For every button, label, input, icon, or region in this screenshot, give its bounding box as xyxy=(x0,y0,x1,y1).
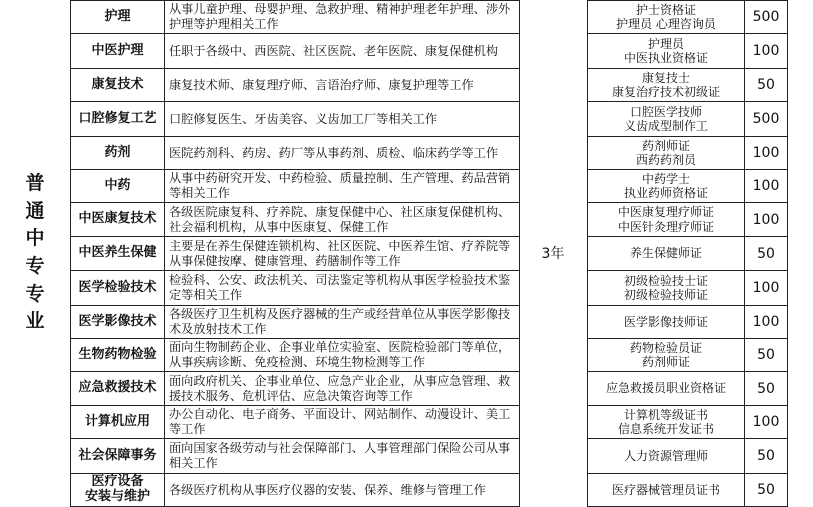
job-description: 从事儿童护理、母婴护理、急救护理、精神护理老年护理、涉外护理等护理相关工作 xyxy=(169,2,511,31)
job-description: 各级医疗卫生机构及医疗器械的生产或经营单位从事医学影像技术及放射技术工作 xyxy=(169,307,511,336)
major-name: 口腔修复工艺 xyxy=(78,110,157,126)
enrollment-count: 500 xyxy=(752,9,780,25)
enrollment-count: 100 xyxy=(752,43,780,59)
major-name: 护理 xyxy=(104,8,131,24)
major-name: 中医康复技术 xyxy=(78,211,157,227)
job-description: 办公自动化、电子商务、平面设计、网站制作、动漫设计、美工等工作 xyxy=(169,407,511,436)
job-description: 各级医疗机构从事医疗仪器的安装、保养、维修与管理工作 xyxy=(169,482,486,497)
certificate-list: 计算机等级证书 信息系统开发证书 xyxy=(617,407,714,436)
enrollment-count: 50 xyxy=(757,482,775,498)
major-name: 应急救援技术 xyxy=(78,380,157,396)
enrollment-count: 100 xyxy=(752,178,780,194)
certificate-list: 药物检验员证 药剂师证 xyxy=(629,340,702,369)
enrollment-count: 100 xyxy=(752,280,780,296)
duration-label: 3年 xyxy=(541,246,565,262)
major-name: 计算机应用 xyxy=(84,413,150,429)
certificate-list: 中医康复理疗师证 中医针灸理疗师证 xyxy=(617,205,714,234)
job-description: 面向生物制药企业、企事业单位实验室、医院检验部门等单位，从事疾病诊断、免疫检测、环境生物检测等工作 xyxy=(169,340,511,369)
major-name: 中医养生保健 xyxy=(78,245,157,261)
job-description: 从事中药研究开发、中药检验、质量控制、生产管理、药品营销等相关工作 xyxy=(169,171,511,200)
job-description: 面向国家各级劳动与社会保障部门、人事管理部门保险公司从事相关工作 xyxy=(169,441,511,470)
enrollment-count: 500 xyxy=(752,111,780,127)
job-description: 任职于各级中、西医院、社区医院、老年医院、康复保健机构 xyxy=(169,43,499,58)
enrollment-count: 50 xyxy=(757,347,775,363)
duration-cell xyxy=(519,0,587,506)
major-name: 药剂 xyxy=(104,144,131,160)
certificate-list: 药剂师证 西药药剂员 xyxy=(635,138,696,167)
major-name: 医疗设备 安装与维护 xyxy=(84,474,150,504)
certificate-list: 护理员 中医执业资格证 xyxy=(623,36,708,65)
certificate-list: 康复技士 康复治疗技术初级证 xyxy=(611,70,720,99)
column-divider xyxy=(787,0,788,506)
major-name: 中医护理 xyxy=(91,42,144,58)
enrollment-count: 50 xyxy=(757,245,775,262)
major-name: 社会保障事务 xyxy=(78,447,157,463)
enrollment-count: 100 xyxy=(752,314,780,330)
enrollment-count: 50 xyxy=(757,380,775,397)
column-divider xyxy=(519,0,520,506)
enrollment-count: 100 xyxy=(752,211,780,228)
job-description: 主要是在养生保健连锁机构、社区医院、中医养生馆、疗养院等从事保健按摩、健康管理、药膳制作等工作 xyxy=(169,238,511,268)
major-name: 中药 xyxy=(104,177,131,193)
certificate-list: 初级检验技士证 初级检验技师证 xyxy=(623,273,708,302)
major-name: 生物药物检验 xyxy=(78,346,157,362)
job-description: 医院药剂科、药房、药厂等从事药剂、质检、临床药学等工作 xyxy=(169,145,499,160)
certificate-list: 医疗器械管理员证书 xyxy=(611,482,720,497)
certificate-list: 护士资格证 护理员 心理咨询员 xyxy=(616,2,716,31)
enrollment-count: 100 xyxy=(752,145,780,161)
major-name: 康复技术 xyxy=(91,76,144,92)
certificate-list: 医学影像技师证 xyxy=(623,314,708,329)
certificate-list: 中药学士 执业药师资格证 xyxy=(623,171,708,200)
job-description: 各级医院康复科、疗养院、康复保健中心、社区康复保健机构、社会福利机构，从事中医康复、保健工作 xyxy=(169,204,511,234)
job-description: 检验科、公安、政法机关、司法鉴定等机构从事医学检验技术鉴定等相关工作 xyxy=(169,273,511,302)
job-description: 面向政府机关、企事业单位、应急产业企业，从事应急管理、救援技术服务、危机评估、应急决策咨询等工作 xyxy=(169,373,511,403)
certificate-list: 应急救援员职业资格证 xyxy=(605,381,726,396)
major-name: 医学检验技术 xyxy=(78,279,157,295)
enrollment-count: 50 xyxy=(757,448,775,464)
job-description: 口腔修复医生、牙齿美容、义齿加工厂等相关工作 xyxy=(169,111,438,126)
certificate-list: 口腔医学技师 义齿成型制作工 xyxy=(623,104,708,133)
enrollment-count: 50 xyxy=(757,77,775,93)
major-name: 医学影像技术 xyxy=(78,313,157,329)
job-description: 康复技术师、康复理疗师、言语治疗师、康复护理等工作 xyxy=(169,77,474,92)
enrollment-count: 100 xyxy=(752,414,780,430)
certificate-list: 养生保健师证 xyxy=(629,246,702,261)
category-cell xyxy=(0,0,70,506)
category-label: 普 通 中 专 专 业 xyxy=(25,172,45,333)
certificate-list: 人力资源管理师 xyxy=(623,448,708,463)
